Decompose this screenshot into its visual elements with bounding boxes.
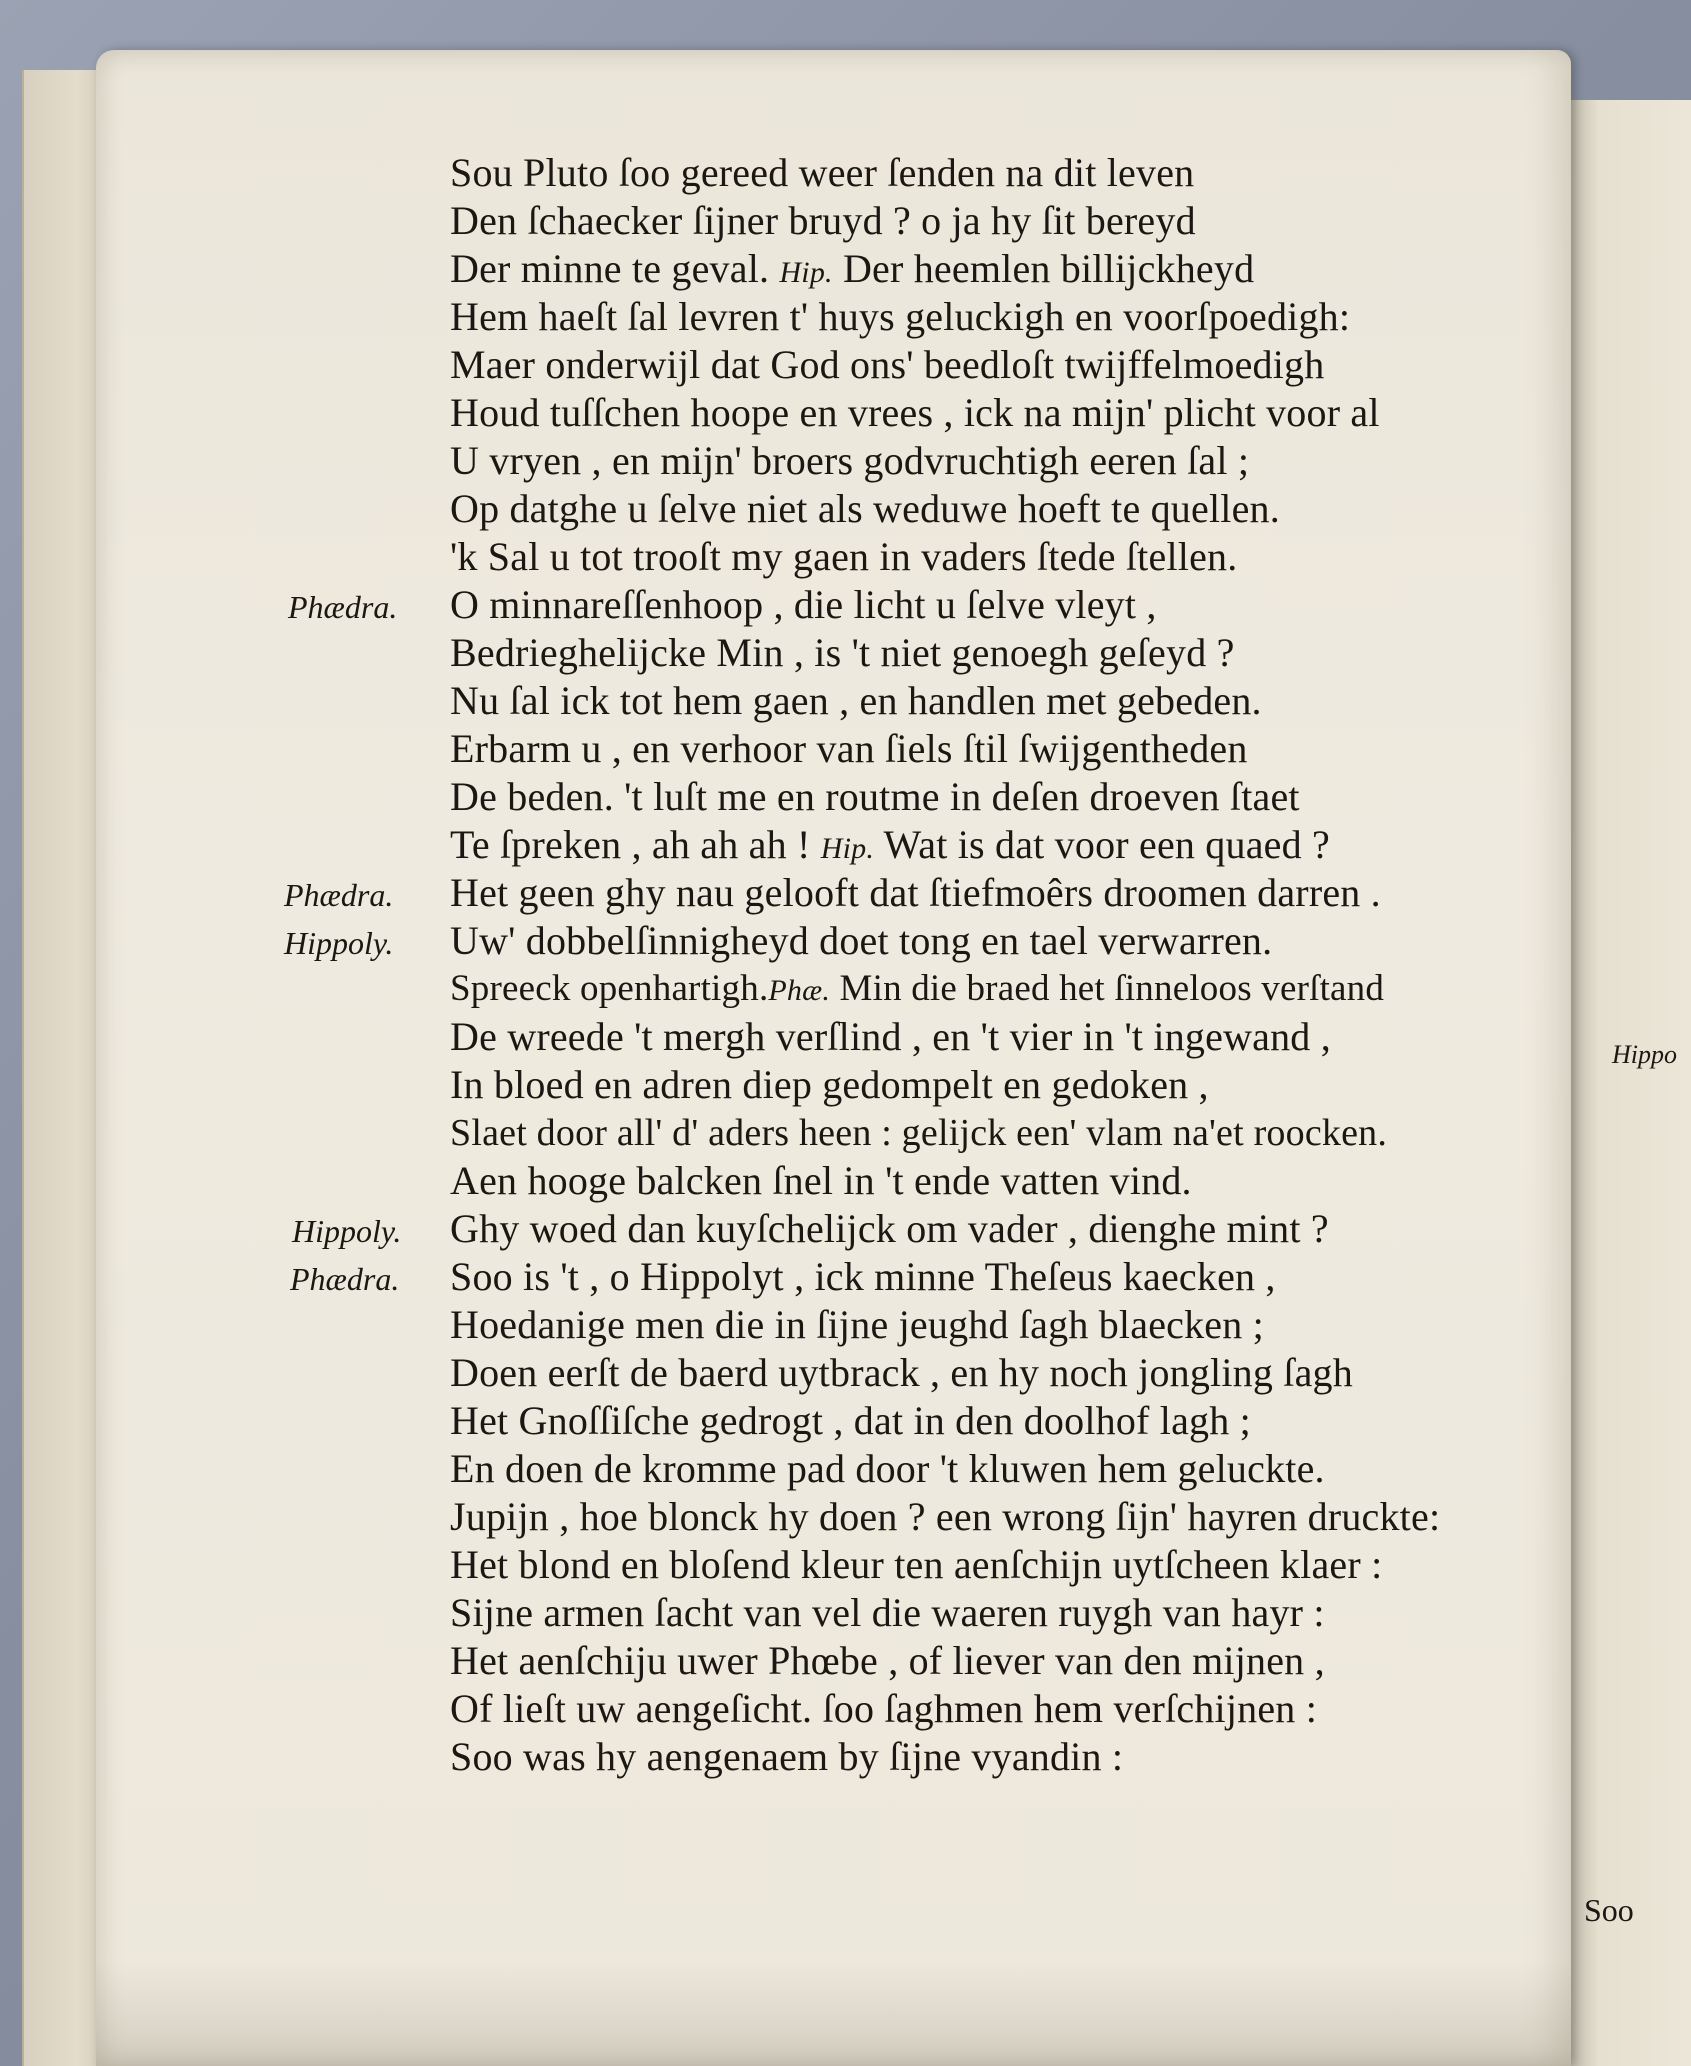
verse-line: Slaet door all' d' aders heen : gelijck een' vlam na'et roocken.: [450, 1112, 1388, 1154]
facing-page-speaker: Hippo: [1612, 1040, 1677, 1069]
verse-line: Het geen ghy nau gelooft dat ſtiefmoêrs droomen darren .: [450, 870, 1381, 915]
verse-line: U vryen , en mijn' broers godvruchtigh eeren ſal ;: [450, 438, 1250, 483]
verse-line: Of lieſt uw aengeſicht. ſoo ſaghmen hem verſchijnen :: [450, 1686, 1318, 1731]
verse-text: Wat is dat voor een quaed ?: [874, 822, 1330, 867]
inline-speaker: Hip.: [820, 832, 875, 865]
verse-line: Soo was hy aengenaem by ſijne vyandin :: [450, 1734, 1124, 1779]
verse-line: Den ſchaecker ſijner bruyd ? o ja hy ſit bereyd: [450, 198, 1196, 243]
verse-line: En doen de kromme pad door 't kluwen hem geluckte.: [450, 1446, 1325, 1491]
verse-line: In bloed en adren diep gedompelt en gedoken ,: [450, 1062, 1209, 1107]
speaker-label: Hippoly.: [292, 1213, 402, 1249]
verse-line: Houd tuſſchen hoope en vrees , ick na mijn' plicht voor al: [450, 390, 1380, 435]
speaker-label: Phædra.: [284, 877, 394, 913]
verse-line: Soo is 't , o Hippolyt , ick minne Theſeus kaecken ,: [450, 1254, 1276, 1299]
verse-line: Nu ſal ick tot hem gaen , en handlen met gebeden.: [450, 678, 1262, 723]
verse-text: Te ſpreken , ah ah ah !: [450, 822, 821, 867]
verse-line: 'k Sal u tot trooſt my gaen in vaders ſtede ſtellen.: [450, 534, 1238, 579]
verse-line: De beden. 't luſt me en routme in deſen droeven ſtaet: [450, 774, 1300, 819]
verse-line: Jupijn , hoe blonck hy doen ? een wrong ſijn' hayren druckte:: [450, 1494, 1441, 1539]
speaker-label: Phædra.: [290, 1261, 400, 1297]
verse-line: Doen eerſt de baerd uytbrack , en hy noch jongling ſagh: [450, 1350, 1353, 1395]
verse-text: Spreeck openhartigh.: [450, 968, 769, 1009]
verse-line: [450, 966, 1384, 1014]
verse-line: Erbarm u , en verhoor van ſiels ſtil ſwijgentheden: [450, 726, 1248, 771]
verse-line: Ghy woed dan kuyſchelijck om vader , dienghe mint ?: [450, 1206, 1329, 1251]
verse-text: Der minne te geval.: [450, 246, 780, 291]
verse-line: Aen hooge balcken ſnel in 't ende vatten vind.: [450, 1158, 1192, 1203]
verse-line: Het aenſchiju uwer Phœbe , of liever van den mijnen ,: [450, 1638, 1325, 1683]
verse-line: Bedrieghelijcke Min , is 't niet genoegh geſeyd ?: [450, 630, 1235, 675]
catchword: Soo: [1584, 1892, 1634, 1928]
verse-line: Hoedanige men die in ſijne jeughd ſagh blaecken ;: [450, 1302, 1264, 1347]
speaker-label: Hippoly.: [284, 925, 394, 961]
verse-line: Sou Pluto ſoo gereed weer ſenden na dit leven: [450, 150, 1195, 195]
verse-line: Het Gnoſſiſche gedrogt , dat in den doolhof lagh ;: [450, 1398, 1251, 1443]
verse-line: Hem haeſt ſal levren t' huys geluckigh en voorſpoedigh:: [450, 294, 1351, 339]
verse-line: O minnareſſenhoop , die licht u ſelve vleyt ,: [450, 582, 1157, 627]
verse-text: Der heemlen billijckheyd: [832, 246, 1255, 291]
speaker-label: Phædra.: [288, 589, 398, 625]
verse-line: Sijne armen ſacht van vel die waeren ruygh van hayr :: [450, 1590, 1325, 1635]
verse-line: [450, 246, 1254, 296]
verse-line: Op datghe u ſelve niet als weduwe hoeft te quellen.: [450, 486, 1280, 531]
verse-text: Min die braed het ſinneloos verſtand: [830, 968, 1385, 1009]
inline-speaker: Hip.: [779, 256, 833, 289]
verse-line: De wreede 't mergh verſlind , en 't vier in 't ingewand ,: [450, 1014, 1331, 1059]
inline-speaker: Phæ.: [768, 974, 831, 1007]
verse-line: Uw' dobbelſinnigheyd doet tong en tael verwarren.: [450, 918, 1273, 963]
verse-line: [450, 822, 1330, 872]
verse-line: Maer onderwijl dat God ons' beedloſt twijffelmoedigh: [450, 342, 1325, 387]
verse-line: Het blond en bloſend kleur ten aenſchijn uytſcheen klaer :: [450, 1542, 1383, 1587]
